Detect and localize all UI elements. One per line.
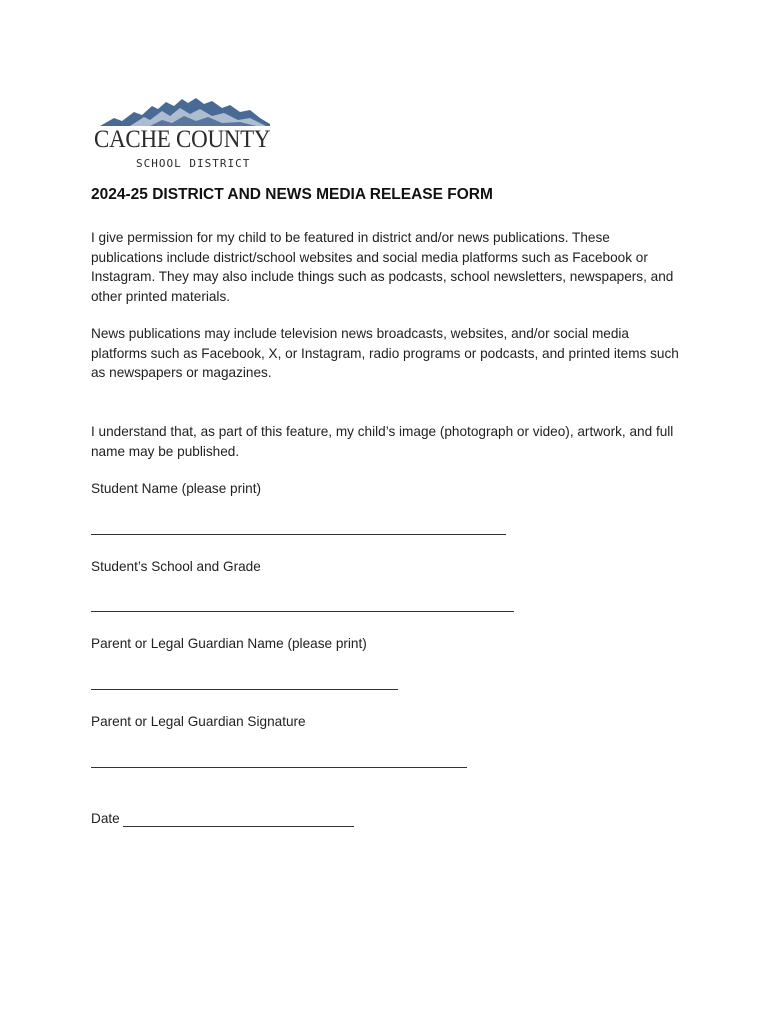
permission-paragraph: I give permission for my child to be featured in district and/or news publications. These publications include district/school websites and social media platforms such as Facebook or Instagram. They may also include things such as podcasts, school newsletters, newspapers, and other printed materials. [91,230,674,304]
guardian-signature-label: Parent or Legal Guardian Signature [91,714,306,729]
student-name-field[interactable] [91,534,506,535]
district-logo [92,96,282,174]
district-subtitle: SCHOOL DISTRICT [136,157,251,170]
school-grade-field[interactable] [91,611,514,612]
date-label: Date [91,811,120,826]
school-grade-label: Student’s School and Grade [91,559,261,574]
mountain-logo-icon [100,96,270,128]
form-title: 2024-25 DISTRICT AND NEWS MEDIA RELEASE FORM [91,186,493,203]
guardian-signature-field[interactable] [91,767,467,768]
guardian-name-label: Parent or Legal Guardian Name (please print) [91,636,367,651]
district-name: CACHE COUNTY [94,126,271,153]
date-field[interactable] [123,826,354,827]
understanding-paragraph: I understand that, as part of this feature, my child’s image (photograph or video), artwork, and full name may be published. [91,424,674,459]
news-publications-paragraph: News publications may include television news broadcasts, websites, and/or social media platforms such as Facebook, X, or Instagram, radio programs or podcasts, and printed items such as newspapers or magazines. [91,326,679,380]
guardian-name-field[interactable] [91,689,398,690]
student-name-label: Student Name (please print) [91,481,262,496]
